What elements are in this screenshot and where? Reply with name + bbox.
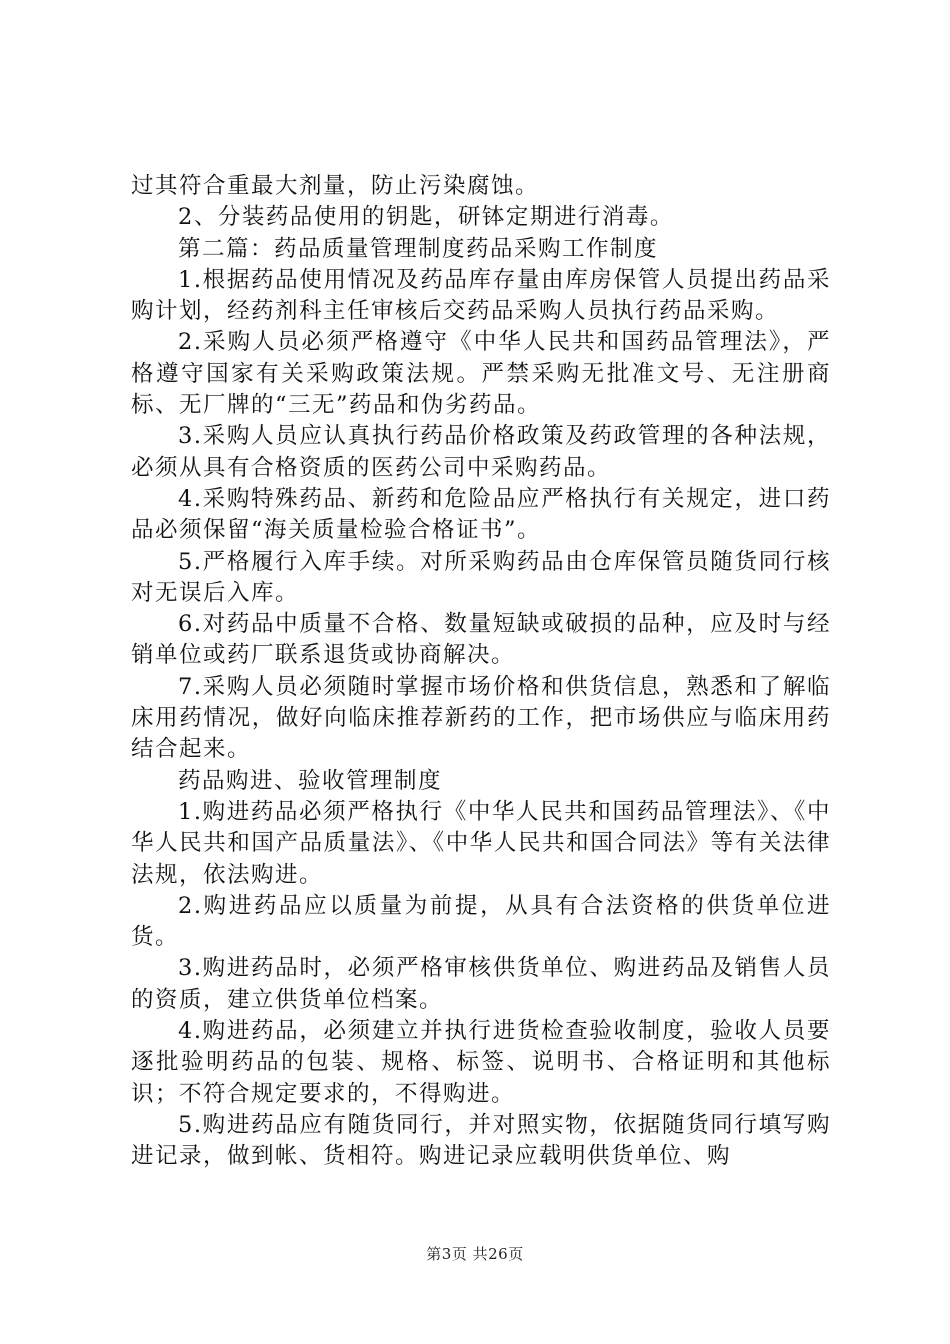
paragraph: 过其符合重最大剂量，防止污染腐蚀。 [131, 173, 540, 199]
paragraph: 5.严格履行入库手续。对所采购药品由仓库保管员随货同行核对无误后入库。 [131, 548, 831, 606]
paragraph: 6.对药品中质量不合格、数量短缺或破损的品种，应及时与经销单位或药厂联系退货或协商解决。 [131, 611, 831, 669]
paragraph: 3.购进药品时，必须严格审核供货单位、购进药品及销售人员的资质，建立供货单位档案。 [131, 955, 831, 1013]
paragraph: 2、分装药品使用的钥匙，研钵定期进行消毒。 [178, 204, 674, 231]
paragraph: 1.根据药品使用情况及药品库存量由库房保管人员提出药品采购计划，经药剂科主任审核后交药品采购人员执行药品采购。 [131, 266, 831, 325]
paragraph: 7.采购人员必须随时掌握市场价格和供货信息，熟悉和了解临床用药情况，做好向临床推荐新药的工作，把市场供应与临床用药结合起来。 [131, 673, 831, 763]
paragraph: 2.购进药品应以质量为前提，从具有合法资格的供货单位进货。 [131, 892, 831, 951]
page-footer [0, 1243, 950, 1264]
paragraph: 4.采购特殊药品、新药和危险品应严格执行有关规定，进口药品必须保留“海关质量检验合格证书”。 [131, 485, 831, 544]
document-body [131, 171, 831, 1173]
paragraph: 3.采购人员应认真执行药品价格政策及药政管理的各种法规，必须从具有合格资质的医药公司中采购药品。 [131, 423, 831, 481]
section-heading: 第二篇：药品质量管理制度药品采购工作制度 [178, 235, 659, 262]
paragraph: 1.购进药品必须严格执行《中华人民共和国药品管理法》、《中华人民共和国产品质量法》、《中华人民共和国合同法》等有关法律法规，依法购进。 [131, 798, 831, 888]
page-number: 第3页 共26页 [426, 1245, 524, 1263]
section-heading: 药品购进、验收管理制度 [178, 767, 443, 794]
paragraph: 2.采购人员必须严格遵守《中华人民共和国药品管理法》，严格遵守国家有关采购政策法规。严禁采购无批准文号、无注册商标、无厂牌的“三无”药品和伪劣药品。 [131, 329, 831, 419]
paragraph: 5.购进药品应有随货同行，并对照实物，依据随货同行填写购进记录，做到帐、货相符。购进记录应载明供货单位、购 [131, 1111, 831, 1170]
paragraph: 4.购进药品，必须建立并执行进货检查验收制度，验收人员要逐批验明药品的包装、规格、标签、说明书、合格证明和其他标识；不符合规定要求的，不得购进。 [131, 1018, 831, 1107]
